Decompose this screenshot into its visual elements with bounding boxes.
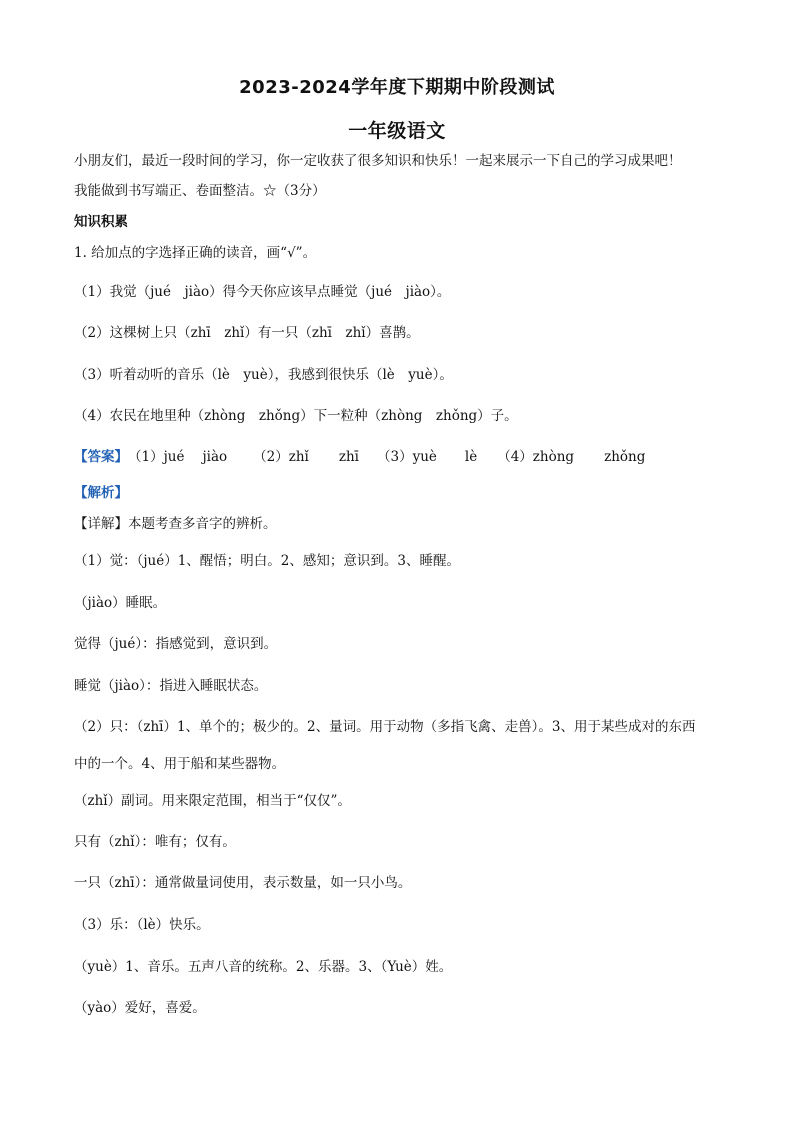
answer-part: zhǒng bbox=[604, 449, 646, 465]
section-heading: 知识积累 bbox=[74, 214, 128, 230]
answer-part: （4）zhòng bbox=[497, 449, 575, 465]
analysis-line: （1）觉：（jué）1、醒悟；明白。2、感知；意识到。3、睡醒。 bbox=[74, 553, 460, 569]
answer-part: jiào bbox=[202, 449, 228, 465]
detail-label: 【详解】 bbox=[74, 516, 128, 532]
question-item: （1）我觉（jué jiào）得今天你应该早点睡觉（jué jiào）。 bbox=[74, 284, 451, 300]
analysis-line: 只有（zhǐ）：唯有；仅有。 bbox=[74, 834, 236, 850]
question-item: （2）这棵树上只（zhī zhǐ）有一只（zhī zhǐ）喜鹊。 bbox=[74, 325, 420, 341]
analysis-line: （yuè）1、音乐。五声八音的统称。2、乐器。3、（Yuè）姓。 bbox=[74, 959, 453, 975]
analysis-line: （yào）爱好，喜爱。 bbox=[74, 1000, 206, 1016]
answer-part: （3）yuè bbox=[377, 449, 437, 465]
answer-line bbox=[74, 448, 734, 466]
analysis-line: （3）乐：（lè）快乐。 bbox=[74, 917, 210, 933]
analysis-line: （jiào）睡眠。 bbox=[74, 595, 167, 611]
answer-label: 【答案】 bbox=[74, 449, 128, 465]
page-subtitle: 一年级语文 bbox=[348, 120, 446, 142]
answer-part: （2）zhǐ bbox=[253, 449, 309, 465]
answer-part: lè bbox=[464, 449, 478, 465]
analysis-label: 【解析】 bbox=[74, 485, 128, 501]
intro-greeting: 小朋友们，最近一段时间的学习，你一定收获了很多知识和快乐！一起来展示一下自己的学习成果吧！ bbox=[74, 153, 682, 169]
answer-part: zhī bbox=[338, 449, 359, 465]
page-title: 2023-2024学年度下期期中阶段测试 bbox=[239, 77, 555, 98]
question-prompt: 1. 给加点的字选择正确的读音，画“√”。 bbox=[74, 245, 317, 261]
analysis-line: 中的一个。4、用于船和某些器物。 bbox=[74, 756, 286, 772]
answer-part: （1）jué bbox=[128, 449, 185, 465]
analysis-line: 觉得（jué）：指感觉到，意识到。 bbox=[74, 636, 278, 652]
analysis-line: 一只（zhī）：通常做量词使用，表示数量，如一只小鸟。 bbox=[74, 875, 412, 891]
question-item: （3）听着动听的音乐（lè yuè），我感到很快乐（lè yuè）。 bbox=[74, 367, 453, 383]
analysis-line: （2）只：（zhī）1、单个的；极少的。2、量词。用于动物（多指飞禽、走兽）。3、用于某些成对的东西 bbox=[74, 719, 696, 735]
detail-text: 本题考查多音字的辨析。 bbox=[128, 516, 277, 532]
question-item: （4）农民在地里种（zhòng zhǒng）下一粒种（zhòng zhǒng）子。 bbox=[74, 408, 518, 424]
detail-line bbox=[74, 515, 734, 533]
analysis-line: （zhǐ）副词。用来限定范围，相当于“仅仅”。 bbox=[74, 793, 351, 809]
analysis-label-line bbox=[74, 484, 734, 502]
analysis-line: 睡觉（jiào）：指进入睡眠状态。 bbox=[74, 678, 268, 694]
intro-neatness: 我能做到书写端正、卷面整洁。☆（3分） bbox=[74, 183, 326, 199]
